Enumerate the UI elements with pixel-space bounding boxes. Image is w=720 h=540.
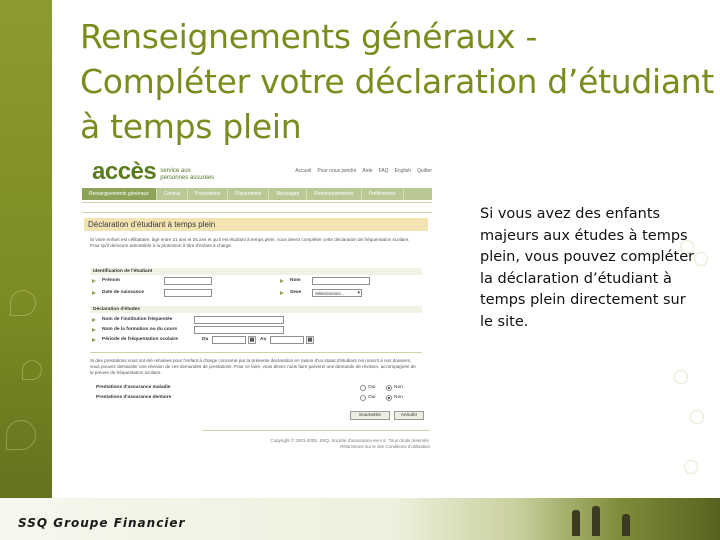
- person-figure: [622, 514, 630, 536]
- arrow-icon: [92, 328, 96, 332]
- cours-label: Nom de la formation ou du cours: [102, 327, 178, 332]
- top-link[interactable]: Aide: [362, 168, 373, 174]
- brand-name: SSQ Groupe Financier: [18, 516, 186, 530]
- naissance-input[interactable]: [164, 289, 212, 297]
- studies-header: Déclaration d'études: [90, 306, 422, 313]
- arrow-icon: [92, 279, 96, 283]
- dentaire-label: Prestations d'assurance dentaire: [96, 395, 172, 400]
- acces-logo: [92, 158, 220, 186]
- cancel-button[interactable]: Annuler: [394, 411, 424, 420]
- submit-button[interactable]: Soumettre: [350, 411, 390, 420]
- nav-item[interactable]: Prestations: [188, 188, 228, 200]
- sexe-label: Sexe: [290, 290, 302, 295]
- prenom-label: Prénom: [102, 278, 120, 283]
- cours-input[interactable]: [194, 326, 284, 334]
- top-links: [295, 168, 432, 174]
- title-line: Renseignements généraux -: [80, 17, 538, 56]
- identification-header: Identification de l'étudiant: [90, 268, 422, 275]
- sexe-select[interactable]: Sélectionnez... ▾: [312, 289, 362, 297]
- arrow-icon: [92, 318, 96, 322]
- divider: [90, 352, 422, 353]
- institution-input[interactable]: [194, 316, 284, 324]
- footer-line: Copyright © 2001-2005, SSQ, Société d'assurance-vie inc. Tous droits réservés.: [270, 438, 430, 443]
- logo-subtitle: service aux personnes assurées: [160, 168, 215, 181]
- arrow-icon: [280, 279, 284, 283]
- person-figure: [572, 510, 580, 536]
- top-link[interactable]: Quitter: [416, 168, 432, 174]
- naissance-label: Date de naissance: [102, 290, 144, 295]
- prenom-input[interactable]: [164, 277, 212, 285]
- section-title: Déclaration d’étudiant à temps plein: [84, 218, 428, 231]
- nav-item[interactable]: Messages: [269, 188, 307, 200]
- site-footer: [190, 438, 430, 450]
- website-screenshot: [82, 152, 434, 454]
- nav-item[interactable]: Contrat: [157, 188, 188, 200]
- leaf-ornament: [22, 360, 42, 380]
- institution-label: Nom de l'institution fréquentée: [102, 317, 173, 322]
- dentaire-no-radio[interactable]: [386, 395, 392, 401]
- yes-label: Oui: [368, 395, 376, 400]
- periode-label: Période de fréquentation scolaire: [102, 337, 178, 342]
- maladie-label: Prestations d'assurance maladie: [96, 385, 171, 390]
- dentaire-yes-radio[interactable]: [360, 395, 366, 401]
- date-to-input[interactable]: [270, 336, 304, 344]
- divider: [82, 212, 432, 213]
- top-link[interactable]: Pour nous joindre: [317, 168, 357, 174]
- au-label: Au: [260, 337, 267, 342]
- maladie-yes-radio[interactable]: [360, 385, 366, 391]
- logo-word: accès: [92, 158, 157, 185]
- divider: [82, 202, 432, 203]
- du-label: Du: [202, 337, 209, 342]
- nav-item[interactable]: Préférences: [362, 188, 404, 200]
- date-from-input[interactable]: [212, 336, 246, 344]
- slide-title: [80, 14, 715, 149]
- arrow-icon: [92, 338, 96, 342]
- left-decorative-band: [0, 0, 52, 540]
- calendar-icon[interactable]: ▦: [307, 337, 313, 343]
- leaf-ornament: [6, 420, 36, 450]
- revision-note: Si des prestations vous ont été refusées pour l'enfant à charge concerné par la présente déclaration en raison d'un statut d'étudiant non inscrit à nos dossiers, vous pouvez demander une révision de ces demandes de prestations. Pour ce faire, vous devez nous faire parvenir une demande de révision, accompagnée de la preuve de fréquentation scolaire.: [90, 358, 416, 375]
- top-link[interactable]: Accueil: [295, 168, 312, 174]
- leaf-ornament: [10, 290, 36, 316]
- title-line: à temps plein: [80, 107, 302, 146]
- nom-label: Nom: [290, 278, 301, 283]
- nom-input[interactable]: [312, 277, 370, 285]
- nav-item[interactable]: Renseignements généraux: [82, 188, 157, 200]
- intro-text: Si votre enfant est célibataire, âgé entre 21 ans et 25 ans et qu'il est étudiant à temps plein, vous devez compléter cette déclaration de fréquentation scolaire. Pour qu'il demeure admissible à la protection à titre d'enfant à charge.: [90, 237, 410, 248]
- title-line: Compléter votre déclaration d’étudiant: [80, 62, 715, 101]
- maladie-no-radio[interactable]: [386, 385, 392, 391]
- divider: [202, 430, 430, 431]
- calendar-icon[interactable]: ▦: [249, 337, 255, 343]
- no-label: Non: [394, 385, 403, 390]
- nav-item[interactable]: Remboursements: [307, 188, 361, 200]
- no-label: Non: [394, 395, 403, 400]
- yes-label: Oui: [368, 385, 376, 390]
- nav-item[interactable]: Placements: [228, 188, 269, 200]
- arrow-icon: [92, 291, 96, 295]
- slide-body-text: Si vous avez des enfants majeurs aux études à temps plein, vous pouvez compléter la déclaration d’étudiant à temps plein directement sur le site.: [480, 206, 695, 330]
- person-figure: [592, 506, 600, 536]
- footer-line[interactable]: Restrictions sur le site Conditions d'utilisation: [340, 444, 430, 449]
- arrow-icon: [280, 291, 284, 295]
- top-link[interactable]: English: [394, 168, 411, 174]
- top-link[interactable]: FAQ: [378, 168, 389, 174]
- main-nav: [82, 188, 432, 200]
